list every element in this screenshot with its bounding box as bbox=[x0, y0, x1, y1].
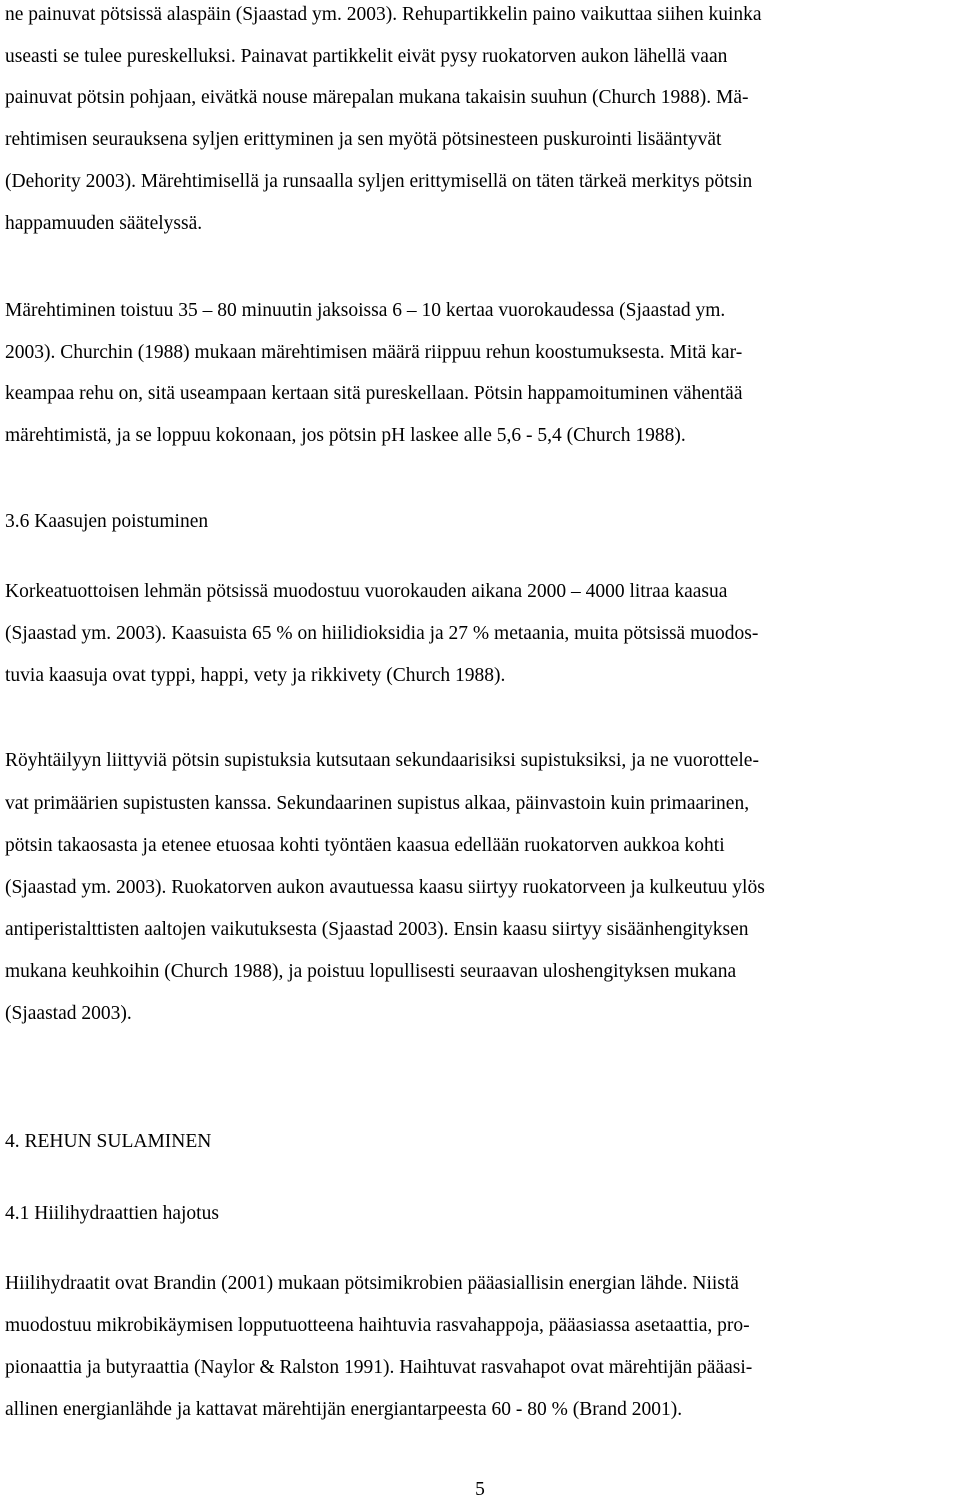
text-line: antiperistalttisten aaltojen vaikutuksesta (Sjaastad 2003). Ensin kaasu siirtyy sisäänhengityksen bbox=[5, 919, 749, 940]
text-line: muodostuu mikrobikäymisen lopputuotteena haihtuvia rasvahappoja, pääasiassa asetaattia, pro- bbox=[5, 1315, 750, 1336]
text-line: (Sjaastad ym. 2003). Kaasuista 65 % on hiilidioksidia ja 27 % metaania, muita pötsissä muodos- bbox=[5, 623, 759, 644]
text-line: vat primäärien supistusten kanssa. Sekundaarinen supistus alkaa, päinvastoin kuin primaarinen, bbox=[5, 793, 750, 814]
text-line: painuvat pötsin pohjaan, eivätkä nouse märepalan mukana takaisin suuhun (Church 1988). Mä- bbox=[5, 87, 749, 108]
chapter-heading: 4. REHUN SULAMINEN bbox=[5, 1131, 212, 1152]
section-heading: 3.6 Kaasujen poistuminen bbox=[5, 511, 209, 532]
page-number: 5 bbox=[475, 1479, 485, 1500]
text-line: (Dehority 2003). Märehtimisellä ja runsaalla syljen erittymisellä on täten tärkeä merkitys pötsin bbox=[5, 171, 753, 192]
section-heading: 4.1 Hiilihydraattien hajotus bbox=[5, 1203, 219, 1224]
text-line: Hiilihydraatit ovat Brandin (2001) mukaan pötsimikrobien pääasiallisin energian lähde. Niistä bbox=[5, 1273, 739, 1294]
text-line: rehtimisen seurauksena syljen erittyminen ja sen myötä pötsinesteen puskurointi lisääntyvät bbox=[5, 129, 722, 150]
text-line: 2003). Churchin (1988) mukaan märehtimisen määrä riippuu rehun koostumuksesta. Mitä kar- bbox=[5, 342, 743, 363]
text-line: ne painuvat pötsissä alaspäin (Sjaastad ym. 2003). Rehupartikkelin paino vaikuttaa siihen kuinka bbox=[5, 4, 762, 25]
text-line: (Sjaastad ym. 2003). Ruokatorven aukon avautuessa kaasu siirtyy ruokatorveen ja kulkeutuu ylös bbox=[5, 877, 765, 898]
text-line: Röyhtäilyyn liittyviä pötsin supistuksia kutsutaan sekundaarisiksi supistuksiksi, ja ne vuorottele- bbox=[5, 750, 759, 771]
text-line: pionaattia ja butyraattia (Naylor & Ralston 1991). Haihtuvat rasvahapot ovat märehtijän pääasi- bbox=[5, 1357, 753, 1378]
text-line: märehtimistä, ja se loppuu kokonaan, jos pötsin pH laskee alle 5,6 - 5,4 (Church 1988). bbox=[5, 425, 686, 446]
text-line: tuvia kaasuja ovat typpi, happi, vety ja rikkivety (Church 1988). bbox=[5, 665, 506, 686]
text-line: useasti se tulee pureskelluksi. Painavat partikkelit eivät pysy ruokatorven aukon lähellä vaan bbox=[5, 46, 728, 67]
text-line: happamuuden säätelyssä. bbox=[5, 213, 203, 234]
text-line: keampaa rehu on, sitä useampaan kertaan sitä pureskellaan. Pötsin happamoituminen vähentää bbox=[5, 383, 743, 404]
text-line: Märehtiminen toistuu 35 – 80 minuutin jaksoissa 6 – 10 kertaa vuorokaudessa (Sjaastad ym. bbox=[5, 300, 726, 321]
text-line: allinen energianlähde ja kattavat märehtijän energiantarpeesta 60 - 80 % (Brand 2001). bbox=[5, 1399, 683, 1420]
text-line: pötsin takaosasta ja etenee etuosaa kohti työntäen kaasua edellään ruokatorven aukkoa kohti bbox=[5, 835, 725, 856]
text-line: (Sjaastad 2003). bbox=[5, 1003, 132, 1024]
text-line: mukana keuhkoihin (Church 1988), ja poistuu lopullisesti seuraavan uloshengityksen mukana bbox=[5, 961, 737, 982]
text-line: Korkeatuottoisen lehmän pötsissä muodostuu vuorokauden aikana 2000 – 4000 litraa kaasua bbox=[5, 581, 728, 602]
